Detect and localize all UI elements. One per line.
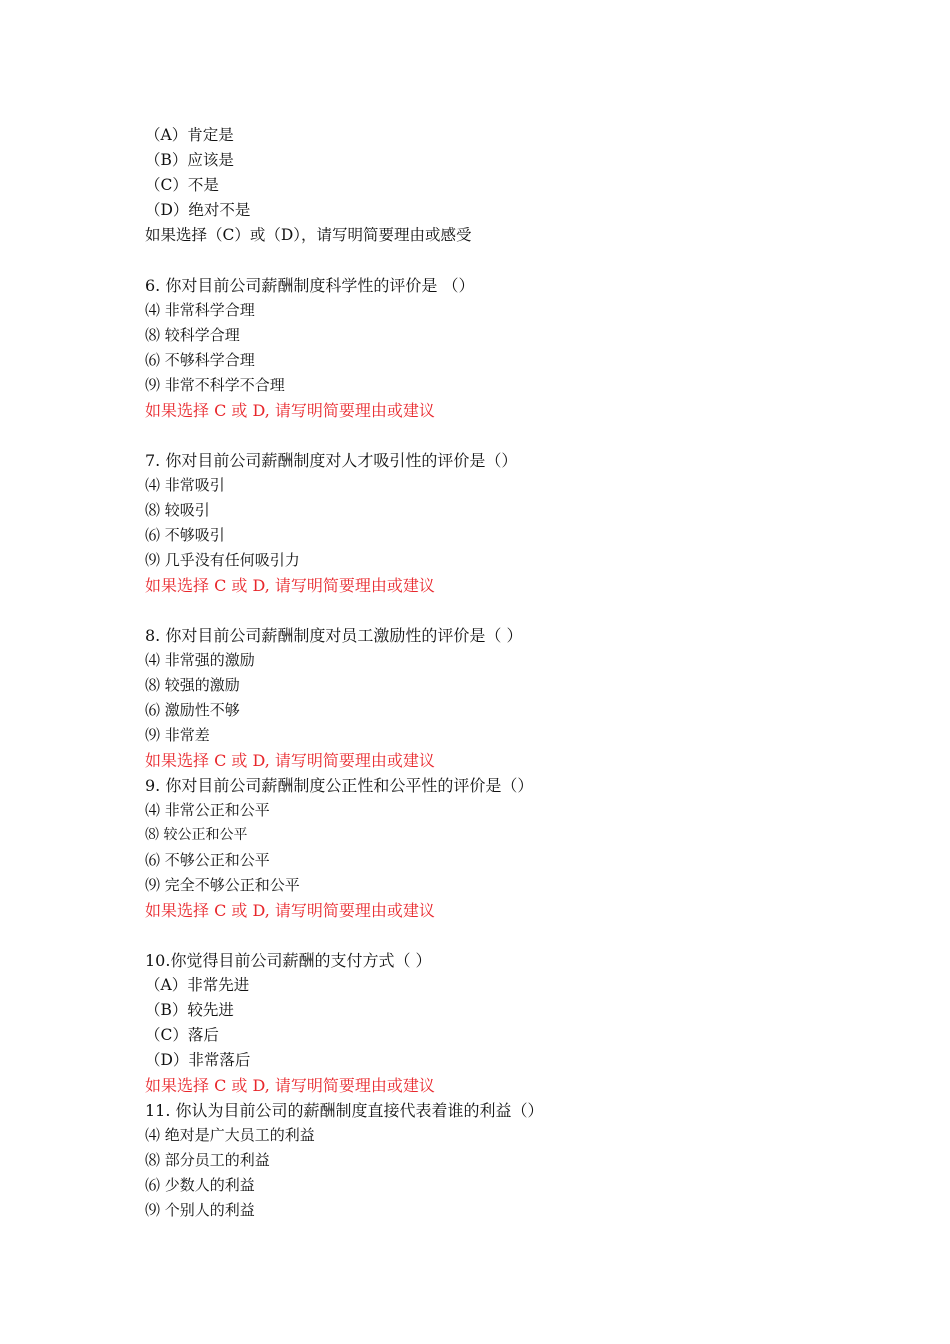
q7-option-b: ⑻ 较吸引 [145, 501, 210, 519]
document-page [145, 123, 845, 1223]
q8-followup: 如果选择 C 或 D, 请写明简要理由或建议 [145, 751, 435, 770]
intro-option-d: （D）绝对不是 [145, 201, 251, 219]
q11-option-b: ⑻ 部分员工的利益 [145, 1151, 270, 1169]
question-6: 6. 你对目前公司薪酬制度科学性的评价是 （） [145, 276, 475, 295]
question-10: 10.你觉得目前公司薪酬的支付方式（ ） [145, 951, 432, 970]
question-9: 9. 你对目前公司薪酬制度公正性和公平性的评价是（） [145, 776, 534, 795]
spacer [145, 598, 845, 623]
q6-followup: 如果选择 C 或 D, 请写明简要理由或建议 [145, 401, 435, 420]
spacer [145, 423, 845, 448]
q7-followup: 如果选择 C 或 D, 请写明简要理由或建议 [145, 576, 435, 595]
q7-option-d: ⑼ 几乎没有任何吸引力 [145, 551, 300, 569]
spacer [145, 923, 845, 948]
q10-option-c: （C）落后 [145, 1026, 219, 1044]
q10-option-a: （A）非常先进 [145, 976, 250, 994]
q11-option-c: ⑹ 少数人的利益 [145, 1176, 255, 1194]
intro-option-c: （C）不是 [145, 176, 219, 194]
q9-followup: 如果选择 C 或 D, 请写明简要理由或建议 [145, 901, 435, 920]
question-7: 7. 你对目前公司薪酬制度对人才吸引性的评价是（） [145, 451, 518, 470]
spacer [145, 248, 845, 273]
q7-option-c: ⑹ 不够吸引 [145, 526, 225, 544]
q10-option-d: （D）非常落后 [145, 1051, 251, 1069]
question-11: 11. 你认为目前公司的薪酬制度直接代表着谁的利益（） [145, 1101, 544, 1120]
intro-option-a: （A）肯定是 [145, 126, 234, 144]
q7-option-a: ⑷ 非常吸引 [145, 476, 225, 494]
intro-followup: 如果选择（C）或（D），请写明简要理由或感受 [145, 226, 472, 244]
q11-option-d: ⑼ 个别人的利益 [145, 1201, 255, 1219]
q6-option-c: ⑹ 不够科学合理 [145, 351, 255, 369]
q6-option-b: ⑻ 较科学合理 [145, 326, 240, 344]
intro-option-b: （B）应该是 [145, 151, 234, 169]
q9-option-c: ⑹ 不够公正和公平 [145, 851, 270, 869]
q6-option-d: ⑼ 非常不科学不合理 [145, 376, 285, 394]
q10-followup: 如果选择 C 或 D, 请写明简要理由或建议 [145, 1076, 435, 1095]
q9-option-a: ⑷ 非常公正和公平 [145, 801, 270, 819]
q8-option-a: ⑷ 非常强的激励 [145, 651, 255, 669]
q8-option-c: ⑹ 激励性不够 [145, 701, 240, 719]
question-8: 8. 你对目前公司薪酬制度对员工激励性的评价是（ ） [145, 626, 523, 645]
q8-option-d: ⑼ 非常差 [145, 726, 210, 744]
q9-option-b: ⑻ 较公正和公平 [145, 827, 248, 843]
q10-option-b: （B）较先进 [145, 1001, 234, 1019]
q6-option-a: ⑷ 非常科学合理 [145, 301, 255, 319]
q9-option-d: ⑼ 完全不够公正和公平 [145, 876, 300, 894]
q11-option-a: ⑷ 绝对是广大员工的利益 [145, 1126, 315, 1144]
q8-option-b: ⑻ 较强的激励 [145, 676, 240, 694]
